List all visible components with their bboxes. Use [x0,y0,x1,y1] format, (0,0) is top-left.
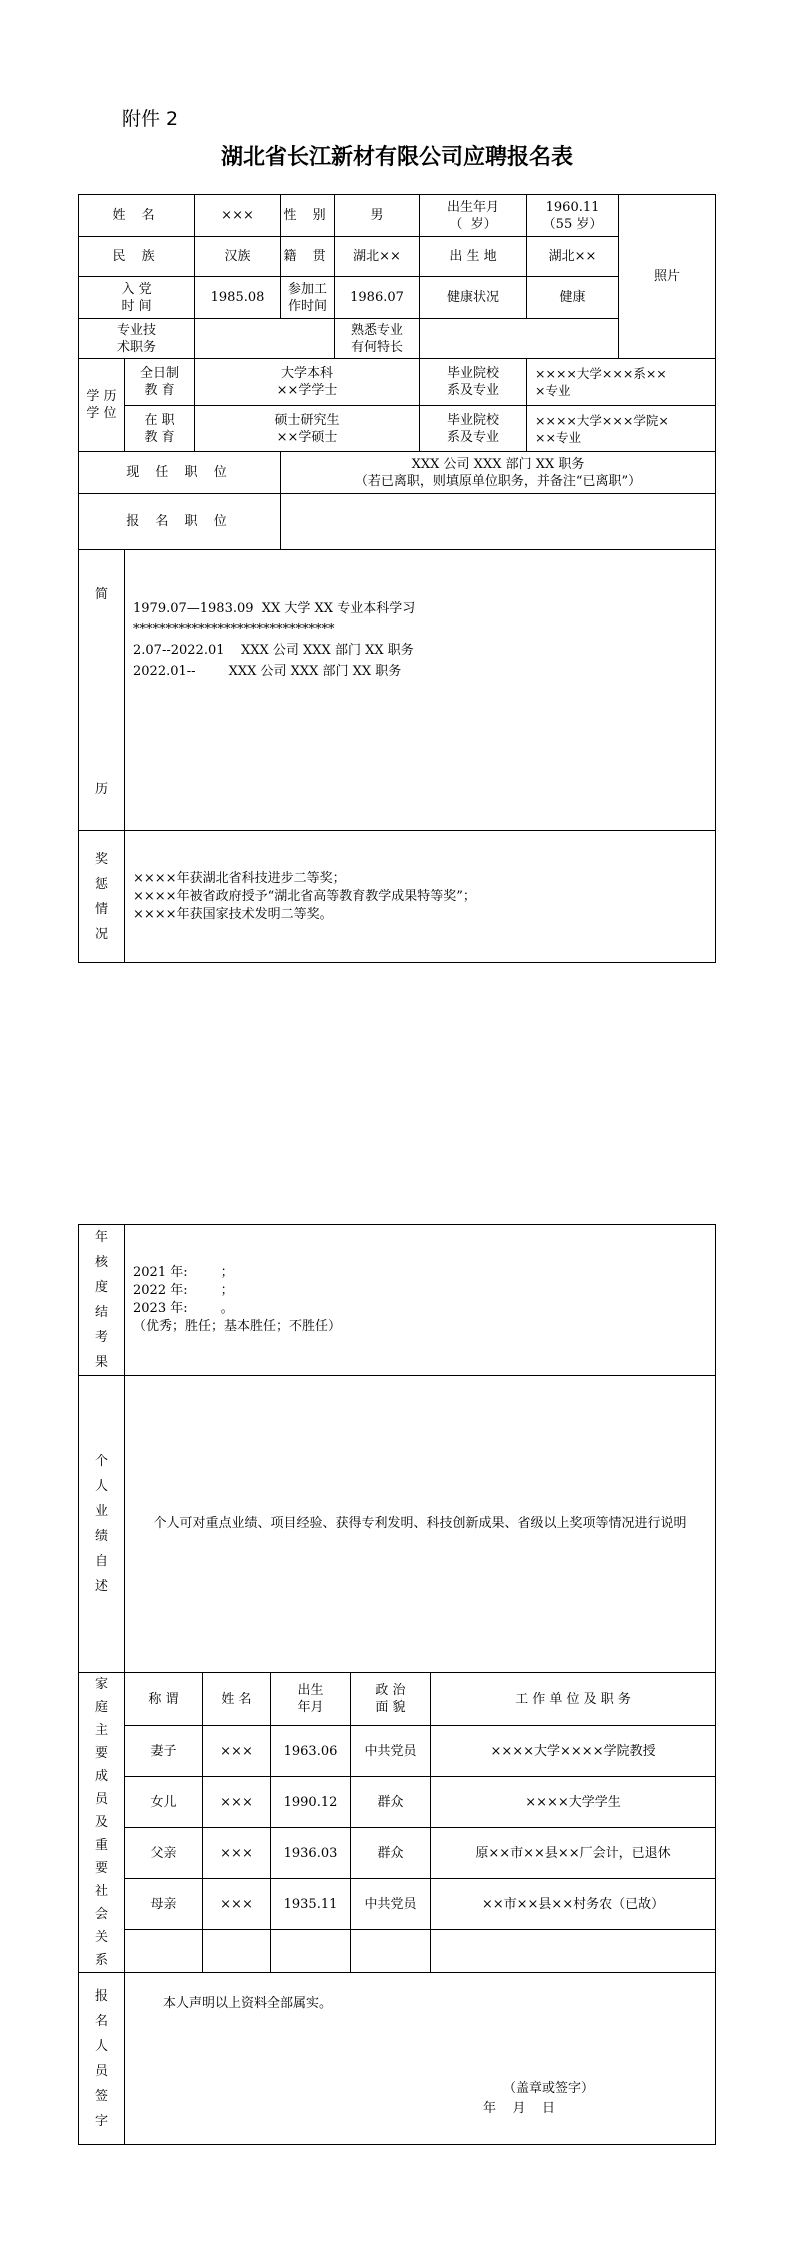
assessment-label [79,1225,125,1376]
work-start-label-line1: 参加工 [288,281,328,297]
award-line: ××××年获湖北省科技进步二等奖； [133,870,346,886]
tech-title-label-line1: 专业技 [117,322,157,338]
current-position-value [281,452,716,494]
tech-title-label [79,319,195,359]
fulltime-label-line1: 全日制 [140,366,180,381]
specialty-value [420,319,619,359]
ethnic-label: 民 族 [79,237,195,277]
health-value: 健康 [527,277,619,319]
specialty-label [335,319,420,359]
gender-label: 性 别 [281,195,335,237]
parttime-school-line2: ××专业 [535,429,581,445]
family-header-birth-line1: 出生 [297,1683,324,1698]
family-name [203,1930,271,1973]
self-desc-content: 个人可对重点业绩、项目经验、获得专利发明、科技创新成果、省级以上奖项等情况进行说明 [125,1376,716,1673]
work-start-label-line2: 作时间 [288,298,328,314]
party-label-line2: 时 间 [121,298,152,314]
parttime-degree-line1: 硕士研究生 [274,412,340,428]
application-table [78,194,716,963]
signature-seal: （盖章或签字） [503,2081,595,2096]
birth-label [420,195,527,237]
signature-label [79,1973,125,2145]
family-header-work: 工 作 单 位 及 职 务 [431,1673,716,1726]
self-desc-label [79,1376,125,1673]
family-political [351,1930,431,1973]
family-header-political-line2: 面 貌 [375,1700,406,1715]
assessment-content [125,1225,716,1376]
award-line: ××××年被省政府授予“湖北省高等教育教学成果特等奖”； [133,888,476,904]
party-label [79,277,195,319]
family-header-name: 姓 名 [203,1673,271,1726]
fulltime-school-label [420,359,527,406]
birth-value-line2: （55 岁） [542,216,603,232]
resume-content [125,550,716,831]
fulltime-degree-line1: 大学本科 [281,366,334,381]
fulltime-school-value [527,359,716,406]
parttime-school-label [420,406,527,452]
family-label [79,1673,125,1973]
family-work: ××××大学××××学院教授 [431,1726,716,1777]
resume-line: 1979.07—1983.09 XX 大学 XX 专业本科学习 [133,601,416,616]
table-row [79,1930,716,1973]
family-relation: 父亲 [125,1828,203,1879]
work-start-value: 1986.07 [335,277,420,319]
parttime-label-line2: 教 育 [144,429,175,445]
signature-label-text: 报名人员签字 [94,1988,108,2129]
fulltime-degree-line2: ××学学士 [276,383,338,398]
family-birth: 1936.03 [271,1828,351,1879]
birthplace-label: 出 生 地 [420,237,527,277]
family-name: ××× [203,1726,271,1777]
fulltime-school-line1: ××××大学×××系×× [535,366,667,381]
table-row [79,1879,716,1930]
native-label: 籍 贯 [281,237,335,277]
assessment-line: 2022 年: ； [133,1283,234,1298]
specialty-label-line1: 熟悉专业 [351,322,404,338]
apply-position-value [281,494,716,550]
table-row [79,1828,716,1879]
education-group-label-line1: 学 历 [86,389,117,404]
family-header-birth-line2: 年月 [297,1700,324,1715]
current-position-line2: （若已离职，则填原单位职务，并备注“已离职”） [354,473,642,489]
fulltime-school-label-line2: 系及专业 [447,383,500,398]
family-relation: 女儿 [125,1777,203,1828]
family-relation: 母亲 [125,1879,203,1930]
award-line: ××××年获国家技术发明二等奖。 [133,906,333,922]
family-header-political-line1: 政 治 [375,1683,406,1698]
gender-value: 男 [335,195,420,237]
attachment-label: 附件 2 [122,108,179,130]
family-name: ××× [203,1828,271,1879]
family-work: ××××大学学生 [431,1777,716,1828]
family-work: 原××市××县××厂会计，已退休 [431,1828,716,1879]
resume-line: 2.07--2022.01 XXX 公司 XXX 部门 XX 职务 [133,643,414,658]
photo-box: 照片 [619,195,716,359]
resume-label-top: 简 [94,587,108,602]
party-label-line1: 入 党 [121,281,152,297]
parttime-school-label-line1: 毕业院校 [447,412,500,428]
family-header-political [351,1673,431,1726]
parttime-degree [195,406,420,452]
tech-title-label-line2: 术职务 [117,339,157,355]
family-label-text: 家庭主要成员及重要社会关系 [94,1677,108,1968]
parttime-school-value [527,406,716,452]
native-value: 湖北×× [335,237,420,277]
assessment-label-text: 年核度结考果 [94,1230,108,1370]
awards-content [125,831,716,963]
birthplace-value: 湖北×× [527,237,619,277]
assessment-line: 2021 年: ； [133,1265,234,1280]
parttime-degree-line2: ××学硕士 [276,429,338,445]
signature-date: 年 月 日 [483,2101,556,2116]
birth-label-line1: 出生年月 [447,199,500,215]
family-political: 群众 [351,1828,431,1879]
tech-title-value [195,319,335,359]
form-title: 湖北省长江新材有限公司应聘报名表 [220,145,573,170]
family-name: ××× [203,1879,271,1930]
family-political: 群众 [351,1777,431,1828]
ethnic-value: 汉族 [195,237,281,277]
resume-label-bottom: 历 [94,782,108,797]
specialty-label-line2: 有何特长 [351,339,404,355]
table-row [79,1777,716,1828]
family-name: ××× [203,1777,271,1828]
family-work: ××市××县××村务农（已故） [431,1879,716,1930]
parttime-label-line1: 在 职 [144,412,175,428]
family-political: 中共党员 [351,1879,431,1930]
fulltime-label [125,359,195,406]
education-group-label-line2: 学 位 [86,406,117,421]
health-label: 健康状况 [420,277,527,319]
apply-position-label: 报 名 职 位 [79,494,281,550]
fulltime-school-label-line1: 毕业院校 [447,366,500,381]
current-position-line1: XXX 公司 XXX 部门 XX 职务 [411,456,585,472]
family-relation [125,1930,203,1973]
fulltime-school-line2: ×专业 [535,383,571,398]
family-birth: 1935.11 [271,1879,351,1930]
work-start-label [281,277,335,319]
education-group-label [79,359,125,452]
family-relation: 妻子 [125,1726,203,1777]
awards-label-text: 奖惩情况 [94,851,108,942]
family-birth: 1990.12 [271,1777,351,1828]
party-value: 1985.08 [195,277,281,319]
birth-label-line2: （ 岁） [449,216,497,232]
parttime-school-label-line2: 系及专业 [447,429,500,445]
assessment-line: （优秀；胜任；基本胜任；不胜任） [133,1319,342,1334]
family-header-relation: 称 谓 [125,1673,203,1726]
name-value: ××× [195,195,281,237]
family-birth: 1963.06 [271,1726,351,1777]
signature-statement: 本人声明以上资料全部属实。 [163,1996,333,2011]
fulltime-degree [195,359,420,406]
family-birth [271,1930,351,1973]
resume-line: 2022.01-- XXX 公司 XXX 部门 XX 职务 [133,664,402,679]
assessment-line: 2023 年: 。 [133,1301,234,1316]
family-work [431,1930,716,1973]
signature-content [125,1973,716,2145]
family-political: 中共党员 [351,1726,431,1777]
parttime-label [125,406,195,452]
resume-line: ******************************* [133,622,335,637]
parttime-school-line1: ××××大学×××学院× [535,412,669,428]
resume-label [79,550,125,831]
self-desc-label-text: 个人业绩自述 [94,1454,108,1594]
birth-value [527,195,619,237]
fulltime-label-line2: 教 育 [144,383,175,398]
table-row [79,1726,716,1777]
birth-value-line1: 1960.11 [545,199,600,215]
family-header-birth [271,1673,351,1726]
awards-label [79,831,125,963]
application-table-page2 [78,1224,716,2145]
name-label: 姓 名 [79,195,195,237]
current-position-label: 现 任 职 位 [79,452,281,494]
